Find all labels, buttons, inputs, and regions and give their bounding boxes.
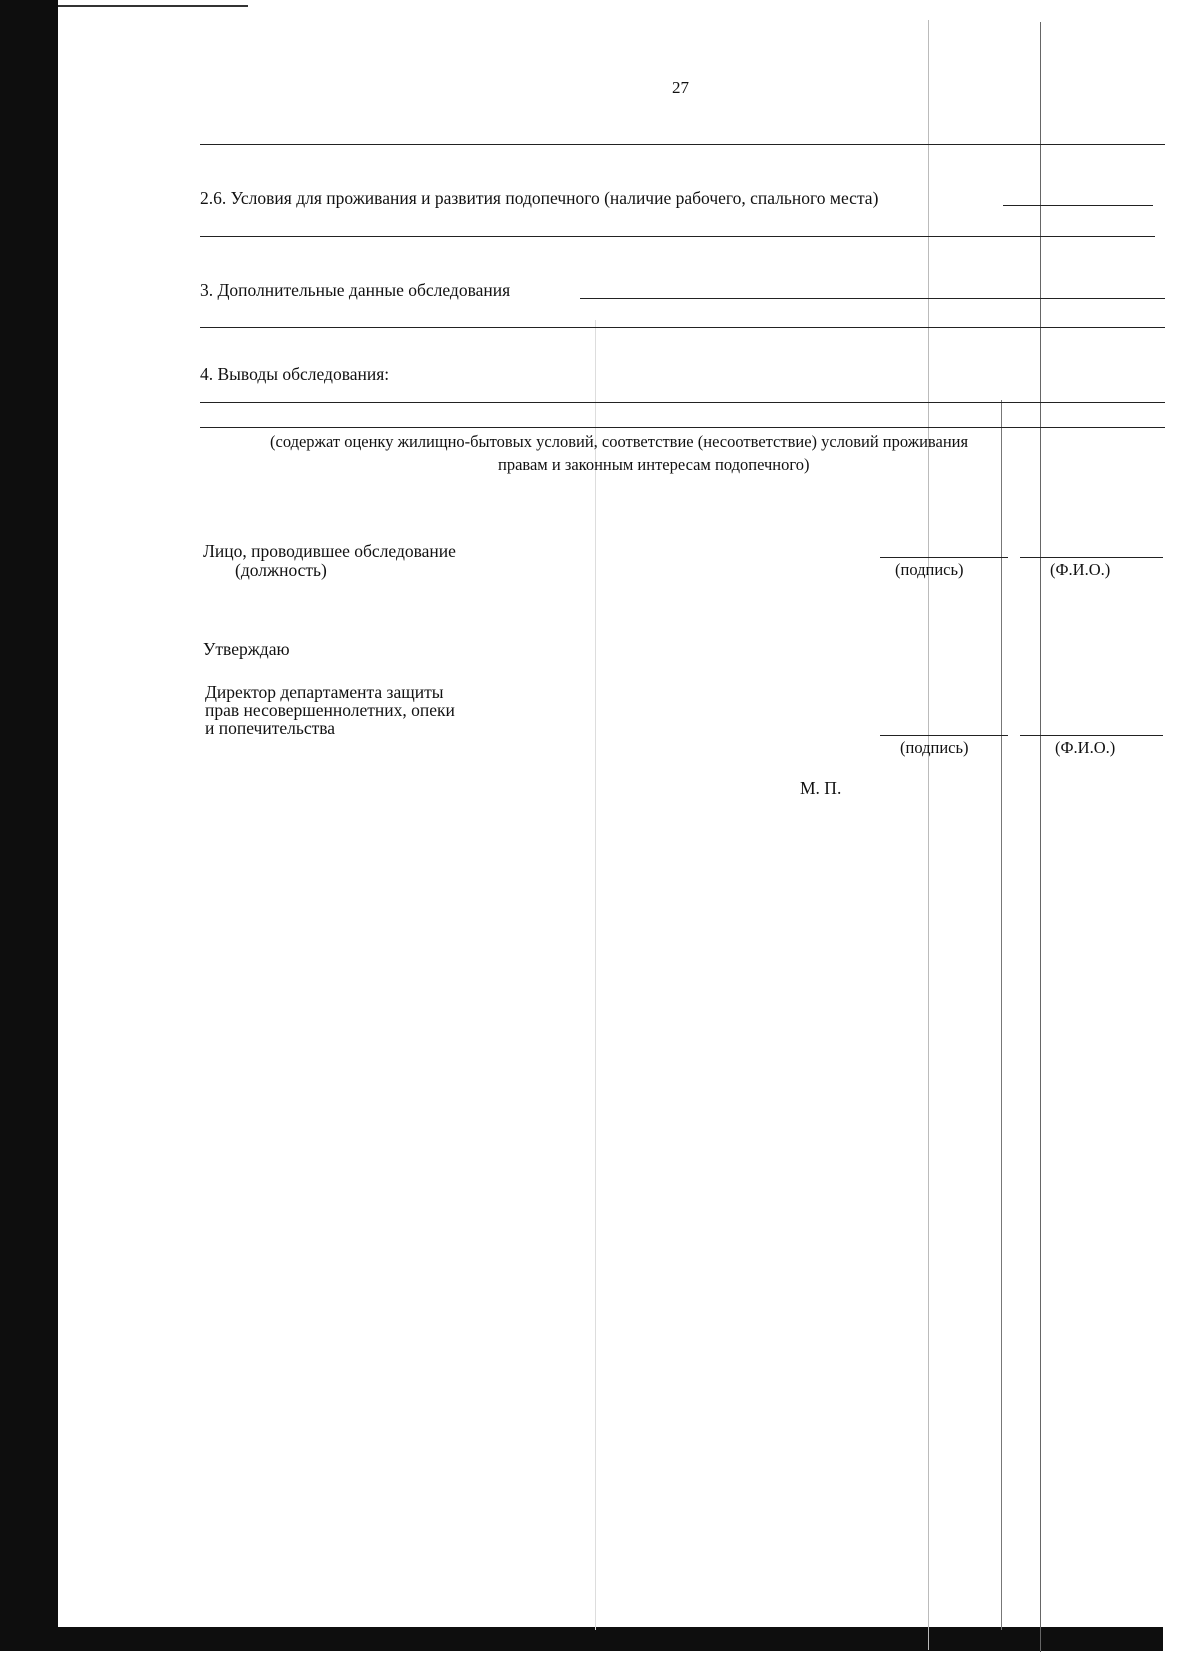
- scan-fold-line: [595, 320, 596, 1630]
- section-2-6-label: 2.6. Условия для проживания и развития подопечного (наличие рабочего, спального места): [200, 188, 879, 208]
- scan-bottom-edge: [0, 1627, 1163, 1651]
- section-3-fill-line[interactable]: [580, 298, 1165, 299]
- scan-left-edge: [0, 0, 58, 1633]
- scan-fold-line: [928, 20, 929, 1650]
- section-4-fill-line[interactable]: [200, 402, 1165, 403]
- inspector-label: Лицо, проводившее обследование: [203, 541, 456, 561]
- section-3-label: 3. Дополнительные данные обследования: [200, 280, 511, 300]
- scan-fold-line: [1040, 22, 1041, 1652]
- section-4-fill-line[interactable]: [200, 427, 1165, 428]
- approval-heading: Утверждаю: [203, 639, 290, 659]
- section-4-note-line1: (содержат оценку жилищно-бытовых условий, соответствие (несоответствие) условий проживания: [270, 432, 969, 451]
- approver-title-line2: прав несовершеннолетних, опеки: [205, 700, 455, 720]
- approver-name-line[interactable]: [1020, 735, 1163, 736]
- inspector-position-label: (должность): [235, 560, 327, 580]
- section-2-6-fill-line[interactable]: [1003, 205, 1153, 206]
- header-rule: [200, 144, 1165, 145]
- approver-title-line1: Директор департамента защиты: [205, 682, 444, 702]
- inspector-name-line[interactable]: [1020, 557, 1163, 558]
- scan-fold-line: [1001, 400, 1002, 1630]
- approver-signature-caption: (подпись): [900, 738, 969, 757]
- inspector-signature-line[interactable]: [880, 557, 1008, 558]
- approver-name-caption: (Ф.И.О.): [1055, 738, 1116, 757]
- scan-top-mark: [58, 5, 248, 7]
- section-2-6-fill-line[interactable]: [200, 236, 1155, 237]
- section-4-note-line2: правам и законным интересам подопечного): [498, 455, 810, 474]
- inspector-name-caption: (Ф.И.О.): [1050, 560, 1111, 579]
- approver-title-line3: и попечительства: [205, 718, 336, 738]
- approver-signature-line[interactable]: [880, 735, 1008, 736]
- stamp-placeholder: М. П.: [800, 778, 842, 798]
- section-4-label: 4. Выводы обследования:: [200, 364, 390, 384]
- page-number: 27: [672, 78, 689, 97]
- inspector-signature-caption: (подпись): [895, 560, 964, 579]
- section-3-fill-line[interactable]: [200, 327, 1165, 328]
